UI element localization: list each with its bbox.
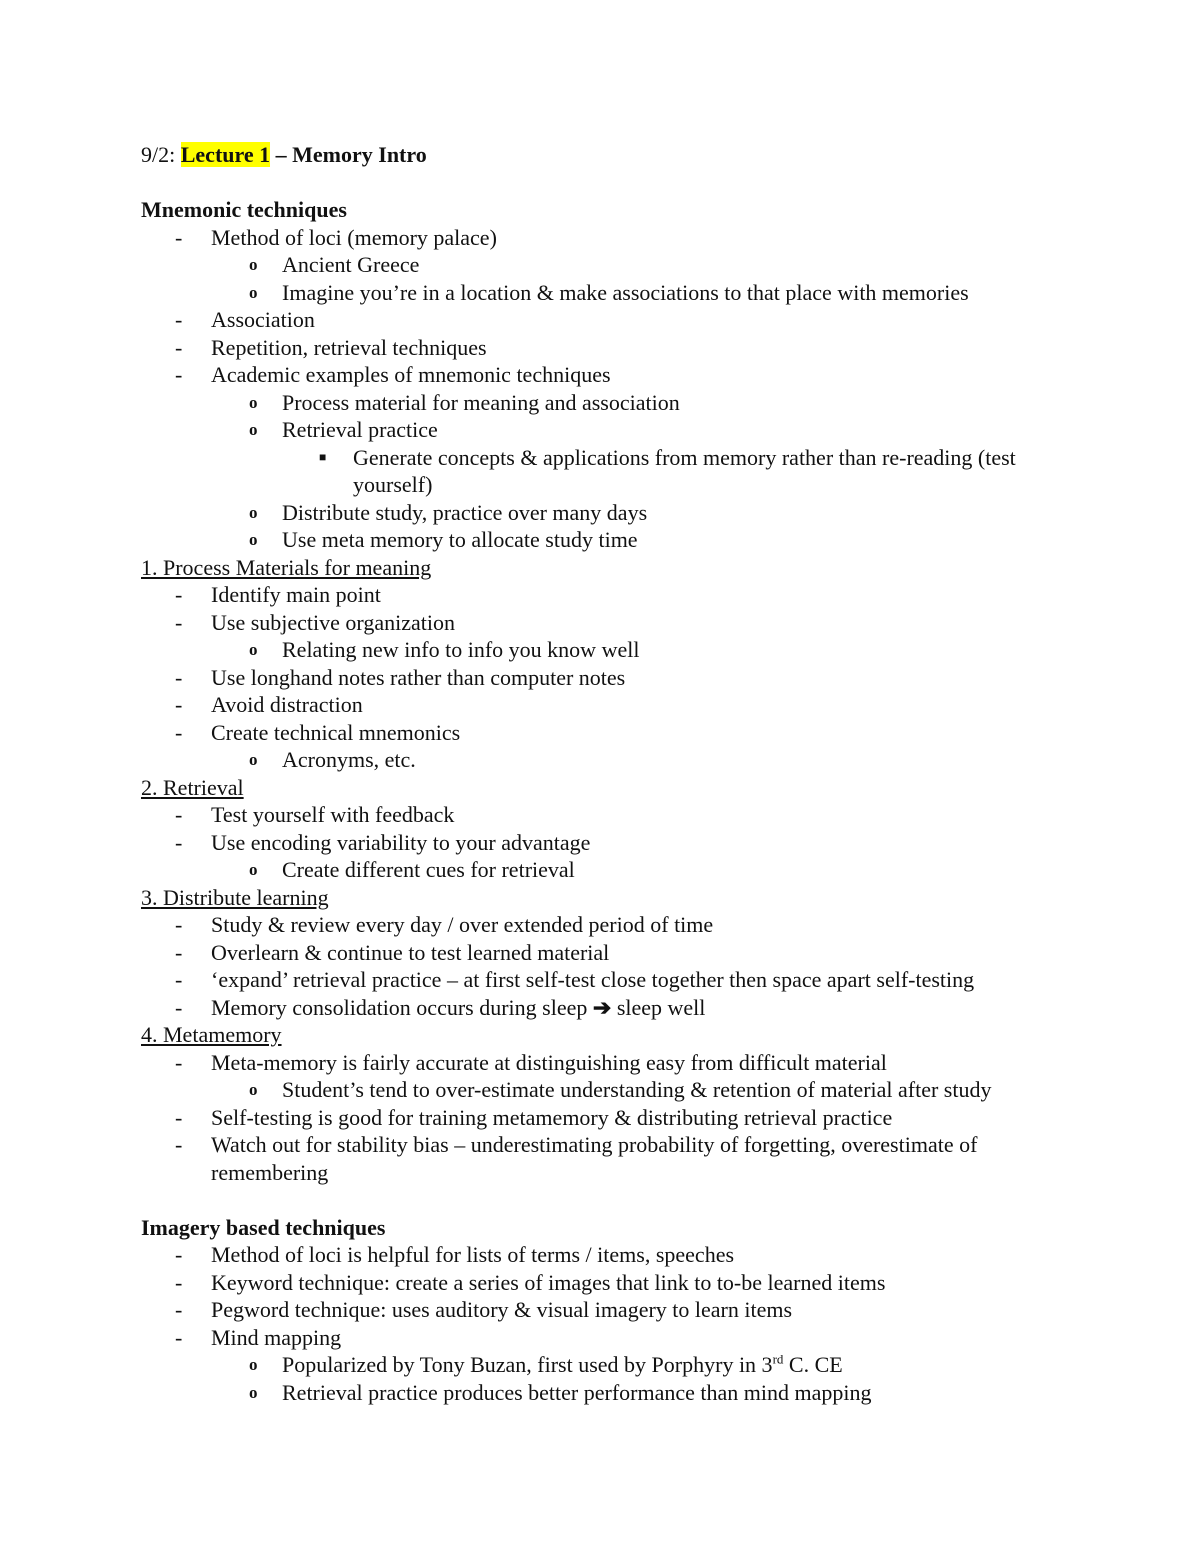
lecture-header — [141, 141, 1100, 169]
list-item: - Meta-memory is fairly accurate at distinguishing easy from difficult material — [175, 1049, 887, 1075]
list-item: o Student’s tend to over-estimate understanding & retention of material after study — [249, 1077, 992, 1102]
list-item: - Identify main point — [175, 582, 381, 607]
list-item: - Method of loci (memory palace) — [175, 224, 497, 250]
subsection-heading: 3. Distribute learning — [141, 884, 329, 910]
list-item: - Use longhand notes rather than computer notes — [175, 664, 626, 690]
dash-bullet: - — [175, 994, 183, 1020]
spacer — [141, 169, 1100, 197]
circle-bullet: o — [249, 502, 258, 522]
dash-bullet: - — [175, 967, 183, 992]
list-item: o Distribute study, practice over many days — [249, 499, 648, 525]
dash-bullet: - — [175, 224, 183, 250]
list-item: - Create technical mnemonics — [175, 719, 461, 745]
dash-bullet: - — [175, 1297, 183, 1322]
list-item: - Avoid distraction — [175, 692, 363, 717]
circle-bullet: o — [249, 392, 258, 412]
circle-bullet: o — [249, 282, 258, 302]
subsection-heading: 2. Retrieval — [141, 774, 244, 800]
dash-bullet: - — [175, 912, 183, 937]
list-item: o Process material for meaning and association — [249, 389, 680, 415]
dash-bullet: - — [175, 1242, 183, 1267]
dash-bullet: - — [175, 1132, 183, 1157]
section-heading: Imagery based techniques — [141, 1214, 386, 1240]
circle-bullet: o — [249, 1355, 258, 1374]
dash-bullet: - — [175, 362, 183, 387]
circle-bullet: o — [249, 750, 258, 769]
ordinal-superscript: rd — [772, 1351, 784, 1367]
list-item: o Ancient Greece — [249, 252, 420, 277]
subsection-heading: 1. Process Materials for meaning — [141, 554, 432, 580]
list-item: - Watch out for stability bias – underestimating probability of forgetting, overestimate of remembering — [175, 1132, 978, 1185]
list-item: o Popularized by Tony Buzan, first used by Porphyry in 3rd C. CE — [249, 1351, 843, 1377]
dash-bullet: - — [175, 307, 183, 332]
dash-bullet: - — [175, 829, 183, 855]
arrow-right-icon: ➔ — [592, 994, 612, 1020]
circle-bullet: o — [249, 860, 258, 879]
list-item: - Test yourself with feedback — [175, 802, 455, 827]
list-item: - Academic examples of mnemonic techniques — [175, 362, 611, 387]
list-item: - Mind mapping — [175, 1324, 342, 1350]
spacer — [141, 1186, 1100, 1214]
list-item: - Self-testing is good for training metamemory & distributing retrieval practice — [175, 1104, 893, 1130]
dash-bullet: - — [175, 1324, 183, 1350]
circle-bullet: o — [249, 1080, 258, 1099]
list-item: o Retrieval practice produces better performance than mind mapping — [249, 1379, 872, 1405]
list-item: - Repetition, retrieval techniques — [175, 334, 487, 360]
circle-bullet: o — [249, 640, 258, 659]
list-item: o Retrieval practice — [249, 417, 438, 442]
list-item: - Keyword technique: create a series of images that link to to-be learned items — [175, 1269, 886, 1295]
dash-bullet: - — [175, 582, 183, 607]
lecture-number: Lecture 1 — [180, 142, 271, 167]
dash-bullet: - — [175, 609, 183, 635]
dash-bullet: - — [175, 719, 183, 745]
dash-bullet: - — [175, 1269, 183, 1295]
list-item: - Association — [175, 307, 315, 332]
list-item: o Relating new info to info you know well — [249, 637, 640, 662]
list-item: o Acronyms, etc. — [249, 747, 416, 772]
circle-bullet: o — [249, 1382, 258, 1402]
square-bullet: ■ — [319, 449, 327, 464]
list-item: - Overlearn & continue to test learned material — [175, 939, 610, 965]
list-item: o Create different cues for retrieval — [249, 857, 575, 882]
subsection-heading: 4. Metamemory — [141, 1022, 282, 1047]
circle-bullet: o — [249, 255, 258, 274]
list-item: o Use meta memory to allocate study time — [249, 527, 638, 552]
list-item: o Imagine you’re in a location & make associations to that place with memories — [249, 279, 969, 305]
dash-bullet: - — [175, 692, 183, 717]
list-item: - Pegword technique: uses auditory & visual imagery to learn items — [175, 1297, 793, 1322]
list-item: - ‘expand’ retrieval practice – at first self-test close together then space apart self-testing — [175, 967, 975, 992]
list-item: ■ Generate concepts & applications from memory rather than re-reading (test yourself) — [319, 444, 1016, 497]
lecture-title: – Memory Intro — [275, 142, 427, 167]
list-item: - Method of loci is helpful for lists of terms / items, speeches — [175, 1242, 735, 1267]
list-item: - Memory consolidation occurs during sleep ➔ sleep well — [175, 994, 706, 1020]
section-heading: Mnemonic techniques — [141, 197, 347, 222]
dash-bullet: - — [175, 1049, 183, 1075]
lecture-date: 9/2: — [141, 142, 176, 167]
dash-bullet: - — [175, 664, 183, 690]
list-item: - Use subjective organization — [175, 609, 455, 635]
list-item: - Study & review every day / over extended period of time — [175, 912, 714, 937]
circle-bullet: o — [249, 420, 258, 439]
dash-bullet: - — [175, 334, 183, 360]
dash-bullet: - — [175, 939, 183, 965]
dash-bullet: - — [175, 1104, 183, 1130]
dash-bullet: - — [175, 802, 183, 827]
circle-bullet: o — [249, 530, 258, 549]
list-item: - Use encoding variability to your advantage — [175, 829, 591, 855]
